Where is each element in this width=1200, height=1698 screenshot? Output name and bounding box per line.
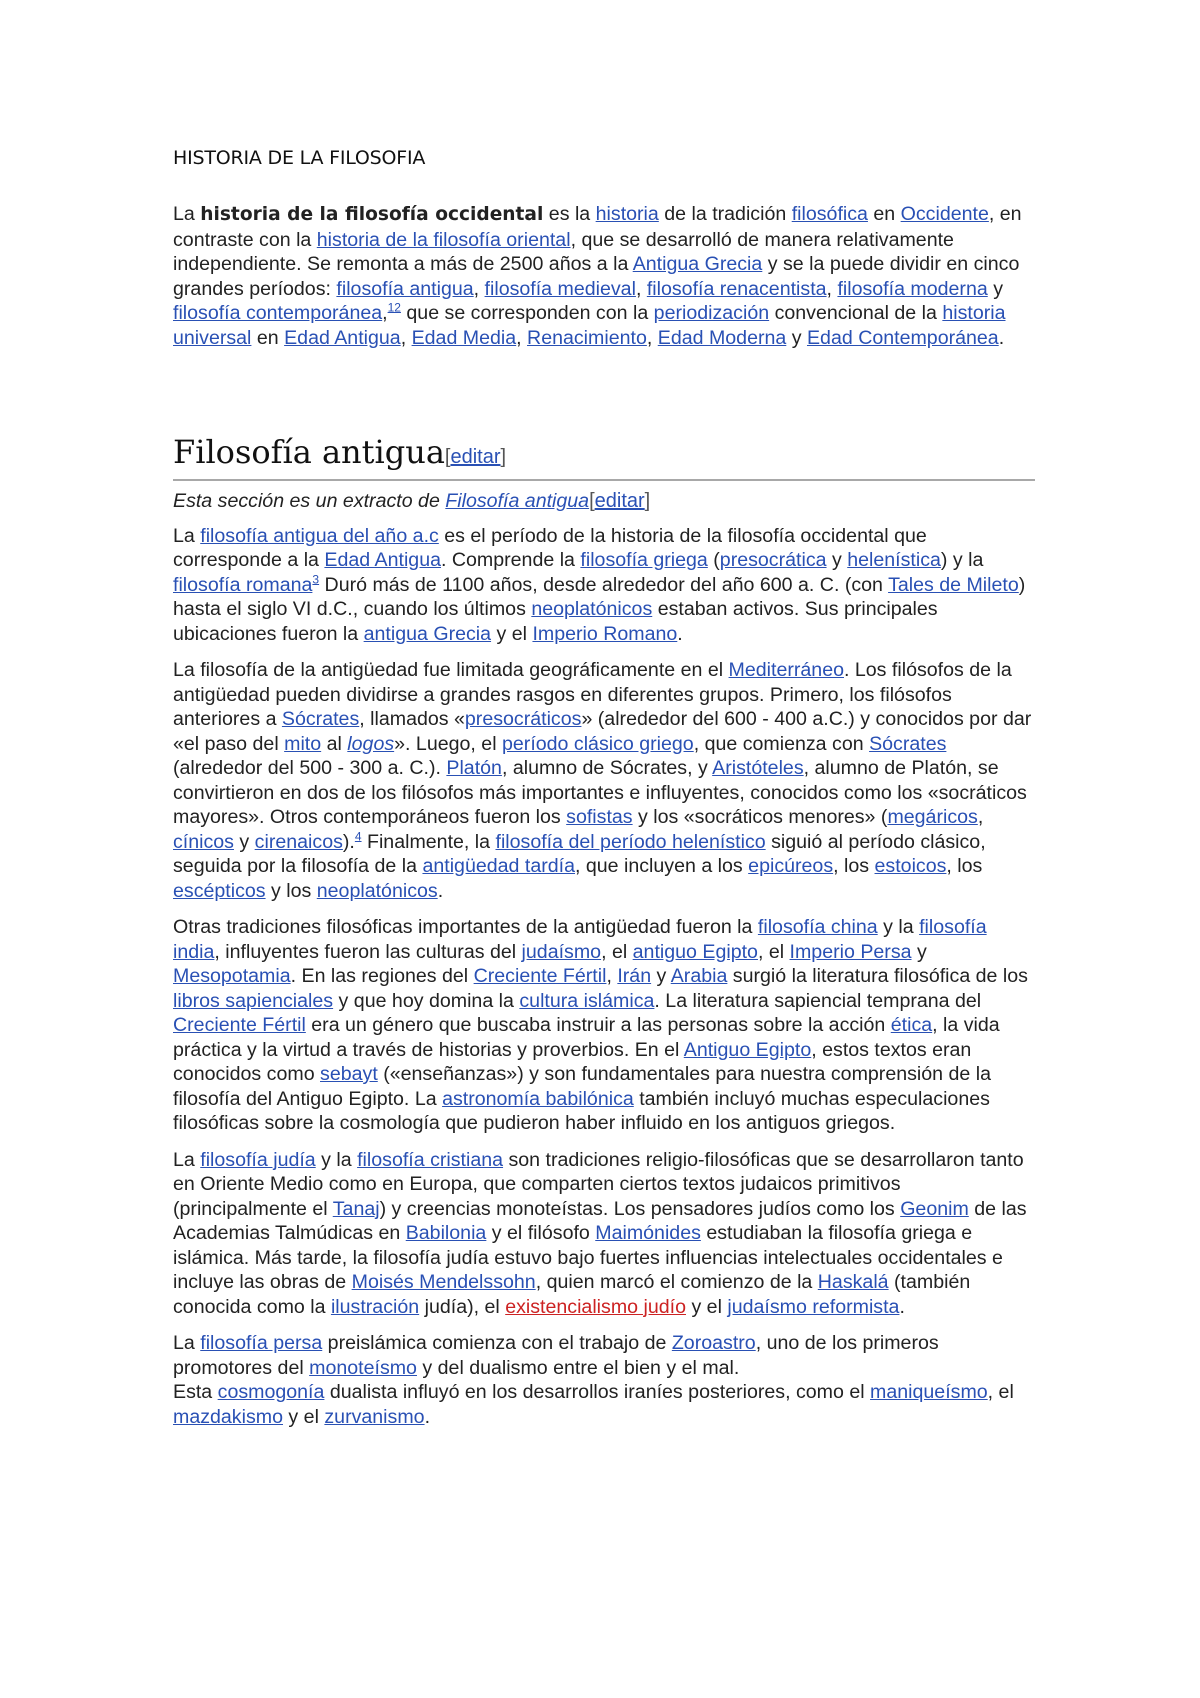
wiki-link[interactable]: Geonim: [900, 1197, 969, 1220]
wiki-link[interactable]: Tanaj: [332, 1197, 380, 1220]
wiki-link[interactable]: historia de la filosofía oriental: [316, 228, 571, 251]
wiki-link[interactable]: Haskalá: [817, 1271, 889, 1293]
intro-paragraph: La historia de la filosofía occidental es la historia de la tradición filosófica en Occidente, en contraste con la historia de la filosofía oriental, que se desarrolló de manera relativamente independiente. Se remonta a más de 2500 años a la Antigua Grecia y se la puede dividir en cinco grandes períodos: filosofía antigua, filosofía medieval, filosofía renacentista, filosofía moderna y filosofía contemporánea,$^{12}$ que se corresponden con la periodización convencional de la historia universal en Edad Antigua, Edad Media, Renacimiento, Edad Moderna y Edad Contemporánea.: [173, 203, 1022, 349]
wiki-link[interactable]: Renacimiento: [527, 326, 647, 349]
wiki-link[interactable]: filosofía medieval: [484, 277, 636, 300]
wiki-link[interactable]: cosmogonía: [217, 1381, 325, 1403]
wiki-link[interactable]: ética: [890, 1014, 933, 1036]
missing-page-link[interactable]: existencialismo judío: [505, 1295, 686, 1318]
reference-superscript[interactable]: 4: [354, 828, 362, 843]
document-title: HISTORIA DE LA FILOSOFIA: [173, 147, 426, 169]
paragraph-3: Otras tradiciones filosóficas importantes de la antigüedad fueron la filosofía china y la filosofía india, influyentes fueron las culturas del judaísmo, el antiguo Egipto, el Imperio Persa y Mesopotamia. En las regiones del Creciente Fértil, Irán y Arabia surgió la literatura filosófica de los libros sapienciales y que hoy domina la cultura islámica. La literatura sapiencial temprana del Creciente Fértil era un género que buscaba instruir a las personas sobre la acción ética, la vida práctica y la virtud a través de historias y proverbios. En el Antiguo Egipto, estos textos eran conocidos como sebayt («enseñanzas») y son fundamentales para nuestra comprensión de la filosofía del Antiguo Egipto. La astronomía babilónica también incluyó muchas especulaciones filosóficas sobre la cosmología que pudieron haber influido en los antiguos griegos.: [173, 916, 1028, 1134]
wiki-link[interactable]: filosofía renacentista: [646, 277, 827, 300]
wiki-link[interactable]: Aristóteles: [712, 757, 804, 779]
wiki-link[interactable]: Creciente Fértil: [473, 965, 607, 987]
hatnote-edit-link[interactable]: editar: [594, 490, 645, 512]
wiki-link[interactable]: Moisés Mendelssohn: [351, 1271, 536, 1293]
edit-bracket-open: [: [444, 446, 451, 468]
wiki-link[interactable]: libros sapienciales: [173, 989, 334, 1012]
wiki-link[interactable]: antigüedad tardía: [422, 855, 575, 877]
wiki-link[interactable]: megáricos: [887, 806, 978, 828]
wiki-link[interactable]: historia universal: [173, 302, 1006, 349]
excerpt-hatnote: [173, 489, 1035, 514]
bold-term: historia de la filosofía occidental: [200, 204, 544, 225]
wiki-link[interactable]: Edad Moderna: [657, 326, 787, 349]
wiki-link[interactable]: estoicos: [874, 855, 947, 877]
section-heading-text: Filosofía antigua: [173, 433, 445, 471]
wiki-link[interactable]: judaísmo: [521, 940, 602, 963]
wiki-link[interactable]: período clásico griego: [502, 732, 694, 755]
wiki-link[interactable]: filosofía judía: [200, 1148, 316, 1171]
wiki-link[interactable]: filosofía del período helenístico: [495, 830, 766, 853]
wiki-link[interactable]: Occidente: [900, 203, 989, 225]
wiki-link[interactable]: mazdakismo: [173, 1405, 283, 1428]
wiki-link[interactable]: logos: [347, 732, 395, 755]
wiki-link[interactable]: Edad Contemporánea: [806, 326, 999, 349]
wiki-link[interactable]: Edad Media: [411, 326, 517, 349]
wiki-link[interactable]: Edad Antigua: [324, 549, 441, 571]
wiki-link[interactable]: judaísmo reformista: [727, 1295, 900, 1318]
hatnote-bracket-open: [: [589, 490, 595, 512]
wiki-link[interactable]: filosofía india: [173, 916, 987, 963]
wiki-link[interactable]: mito: [284, 732, 322, 755]
section-heading: [173, 432, 1035, 481]
edit-bracket-close: ]: [500, 446, 507, 468]
wiki-link[interactable]: filosofía antigua: [336, 277, 474, 300]
wiki-link[interactable]: helenística: [847, 549, 941, 571]
wiki-link[interactable]: filosofía antigua del año a.c: [200, 524, 439, 547]
wiki-link[interactable]: Antigua Grecia: [632, 253, 763, 275]
section-edit-link[interactable]: editar: [450, 446, 501, 468]
wiki-link[interactable]: historia: [595, 203, 659, 225]
section-filosofia-antigua: [173, 432, 1035, 1441]
reference-superscript[interactable]: 3: [312, 571, 320, 586]
wiki-link[interactable]: filosofía contemporánea: [173, 302, 383, 324]
wiki-link[interactable]: Creciente Fértil: [173, 1014, 306, 1036]
hatnote-link[interactable]: Filosofía antigua: [445, 490, 590, 512]
wiki-link[interactable]: Antiguo Egipto: [683, 1038, 812, 1061]
wiki-link[interactable]: cirenaicos: [254, 830, 343, 853]
wiki-link[interactable]: filosofía cristiana: [357, 1148, 504, 1171]
wiki-link[interactable]: Mediterráneo: [728, 659, 844, 681]
wiki-link[interactable]: presocrática: [719, 549, 827, 571]
wiki-link[interactable]: filosofía romana: [173, 573, 313, 596]
wiki-link[interactable]: antigua Grecia: [363, 622, 492, 645]
hatnote-bracket-close: ]: [644, 490, 651, 512]
wiki-link[interactable]: Imperio Persa: [789, 940, 912, 963]
wiki-link[interactable]: filosófica: [791, 203, 868, 225]
hatnote-prefix: Esta sección es un extracto de: [173, 490, 446, 512]
hatnote-edit-wrapper: [589, 490, 650, 512]
wiki-link[interactable]: Sócrates: [281, 708, 360, 730]
wiki-link[interactable]: filosofía griega: [580, 549, 708, 571]
wiki-link[interactable]: Tales de Mileto: [888, 573, 1019, 596]
wiki-link[interactable]: maniqueísmo: [870, 1381, 988, 1403]
wiki-link[interactable]: escépticos: [173, 879, 266, 902]
wiki-link[interactable]: Platón: [446, 757, 502, 779]
wiki-link[interactable]: Arabia: [670, 965, 728, 987]
wiki-link[interactable]: sebayt: [320, 1063, 378, 1085]
wiki-link[interactable]: ilustración: [330, 1295, 420, 1318]
paragraph-5: La filosofía persa preislámica comienza con el trabajo de Zoroastro, uno de los primeros promotores del monoteísmo y del dualismo entre el bien y el mal. Esta cosmogonía dualista influyó en los desarrollos iraníes posteriores, como el maniqueísmo, el mazdakismo y el zurvanismo.: [173, 1332, 1014, 1428]
wiki-link[interactable]: monoteísmo: [309, 1356, 417, 1379]
wiki-link[interactable]: filosofía moderna: [837, 277, 988, 300]
wiki-link[interactable]: cultura islámica: [519, 989, 655, 1012]
wiki-link[interactable]: neoplatónicos: [316, 879, 438, 902]
wiki-link[interactable]: periodización: [653, 302, 770, 324]
wiki-link[interactable]: cínicos: [173, 830, 234, 853]
wiki-link[interactable]: Sócrates: [869, 732, 947, 755]
paragraph-4: La filosofía judía y la filosofía cristiana son tradiciones religio-filosóficas que se desarrollaron tanto en Oriente Medio como en Europa, que comparten ciertos textos judaicos primitivos (principalmente el Tanaj) y creencias monoteístas. Los pensadores judíos como los Geonim de las Academias Talmúdicas en Babilonia y el filósofo Maimónides estudiaban la filosofía griega e islámica. Más tarde, la filosofía judía estuvo bajo fuertes influencias intelectuales occidentales e incluye las obras de Moisés Mendelssohn, quien marcó el comienzo de la Haskalá (también conocida como la ilustración judía), el existencialismo judío y el judaísmo reformista.: [173, 1148, 1027, 1318]
wiki-link[interactable]: Edad Antigua: [284, 326, 401, 349]
wiki-link[interactable]: epicúreos: [748, 855, 834, 877]
paragraph-2: La filosofía de la antigüedad fue limitada geográficamente en el Mediterráneo. Los filósofos de la antigüedad pueden dividirse a grandes rasgos en diferentes grupos. Primero, los filósofos anteriores a Sócrates, llamados «presocráticos» (alrededor del 600 - 400 a.C.) y conocidos por dar «el paso del mito al logos». Luego, el período clásico griego, que comienza con Sócrates (alrededor del 500 - 300 a. C.). Platón, alumno de Sócrates, y Aristóteles, alumno de Platón, se convirtieron en dos de los filósofos más importantes e influyentes, conocidos como los «socráticos mayores». Otros contemporáneos fueron los sofistas y los «socráticos menores» (megáricos, cínicos y cirenaicos).$^4$ Finalmente, la filosofía del período helenístico siguió al período clásico, seguida por la filosofía de la antigüedad tardía, que incluyen a los epicúreos, los estoicos, los escépticos y los neoplatónicos.: [173, 659, 1032, 902]
wiki-link[interactable]: Irán: [617, 965, 652, 987]
wiki-link[interactable]: filosofía persa: [200, 1332, 323, 1354]
wiki-link[interactable]: Imperio Romano: [532, 622, 678, 645]
wiki-link[interactable]: astronomía babilónica: [442, 1087, 634, 1110]
wiki-link[interactable]: sofistas: [566, 806, 633, 828]
paragraph-1: La filosofía antigua del año a.c es el período de la historia de la filosofía occidental que corresponde a la Edad Antigua. Comprende la filosofía griega (presocrática y helenística) y la filosofía romana$^3$ Duró más de 1100 años, desde alrededor del año 600 a. C. (con Tales de Mileto) hasta el siglo VI d.C., cuando los últimos neoplatónicos estaban activos. Sus principales ubicaciones fueron la antigua Grecia y el Imperio Romano.: [173, 524, 1026, 645]
wiki-link[interactable]: neoplatónicos: [531, 598, 653, 620]
wiki-link[interactable]: Zoroastro: [671, 1332, 756, 1354]
wiki-link[interactable]: zurvanismo: [324, 1405, 425, 1428]
wiki-link[interactable]: presocráticos: [464, 708, 582, 730]
wiki-link[interactable]: Mesopotamia: [173, 965, 291, 987]
section-edit-link-wrapper: [445, 446, 506, 468]
wiki-link[interactable]: filosofía china: [757, 916, 878, 938]
reference-superscript[interactable]: 12: [387, 300, 401, 315]
wiki-link[interactable]: antiguo Egipto: [632, 940, 758, 963]
wiki-link[interactable]: Babilonia: [405, 1222, 487, 1244]
wiki-link[interactable]: Maimónides: [595, 1222, 701, 1244]
